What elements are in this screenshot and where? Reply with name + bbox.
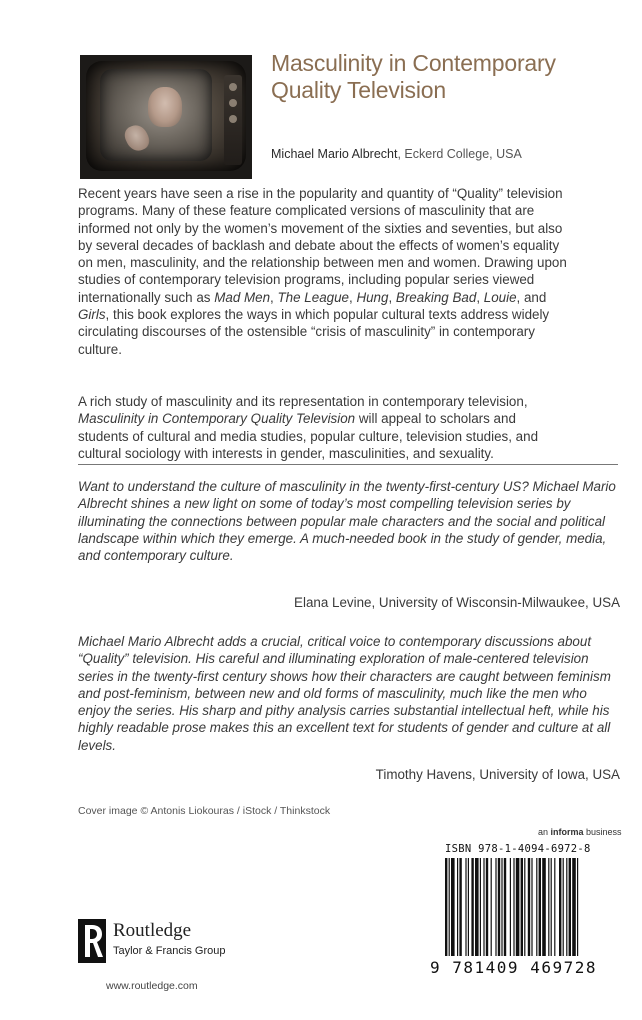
tv-knobs [224, 75, 242, 165]
isbn-label: ISBN 978-1-4094-6972-8 [445, 843, 591, 855]
tv-screen [100, 69, 212, 161]
show-title: Louie [483, 289, 517, 305]
review-attribution-2: Timothy Havens, University of Iowa, USA [375, 767, 620, 782]
show-title: Girls [78, 307, 106, 323]
routledge-logo-icon [78, 919, 106, 963]
divider [78, 464, 618, 465]
review-quote-2: Michael Mario Albrecht adds a crucial, critical voice to contemporary discussions about “Quality” television. His careful and illuminating exploration of male-centered television series in the twenty-first century shows how their characters are caught between feminism and post-feminism, between new and old forms of masculinity, much like the men who enjoy the series. His sharp and pithy analysis carries substantial intellectual heft, while his highly readable prose makes this an excellent text for students of gender and culture at all levels. [78, 634, 611, 753]
cover-image-credit: Cover image © Antonis Liokouras / iStock / Thinkstock [78, 805, 331, 817]
book-title: Masculinity in Contemporary Quality Television [271, 50, 556, 103]
description-paragraph-2 [78, 393, 570, 462]
description-text: will appeal to scholars and students of cultural and media studies, popular culture, television studies, and cultural sociology with interests in gender, masculinities, and sexuality. [78, 411, 539, 461]
tv-face-figure [148, 87, 182, 127]
author-name: Michael Mario Albrecht [271, 147, 398, 161]
informa-business-tag: an informa business [538, 827, 622, 837]
review-attribution-1: Elana Levine, University of Wisconsin-Milwaukee, USA [294, 595, 620, 610]
publisher-name: Routledge [113, 920, 192, 941]
show-title: The League [277, 289, 349, 305]
description-paragraph-1: Recent years have seen a rise in the popularity and quantity of “Quality” television programs. Many of these feature complicated versions of masculinity that are informed not only by the women’s movement of the sixties and seventies, but also by several decades of backlash and debate about the effects of women’s equality on men, masculinity, and the relationship between men and women. Drawing upon studies of contemporary television programs, including popular series viewed internationally such as Mad Men, The League, Hung, Breaking Bad, Louie, and Girls, this book explores the ways in which popular cultural texts address widely circulating discourses of the ostensible “crisis of masculinity” in contemporary culture. [78, 186, 567, 357]
informa-brand: informa [550, 827, 584, 837]
tv-hand-figure [122, 122, 153, 155]
review-quote-1: Want to understand the culture of masculinity in the twenty-first-century US? Michael Mario Albrecht shines a new light on some of today’s most compelling television series by illuminating the connections between popular male characters and the social and political landscape within which they emerge. A much-needed book in the study of gender, media, and contemporary culture. [78, 479, 616, 564]
barcode-icon [445, 858, 615, 956]
author-affiliation: , Eckerd College, USA [397, 147, 522, 161]
cover-image-tv [80, 55, 252, 179]
description-text: , this book explores the ways in which popular cultural texts address widely circulating discourses of the ostensible “crisis of masculinity” in contemporary culture. [78, 307, 550, 357]
show-title: Mad Men [214, 289, 271, 305]
book-title-inline: Masculinity in Contemporary Quality Television [78, 411, 356, 427]
show-title: Hung [356, 289, 389, 305]
publisher-website: www.routledge.com [106, 980, 198, 992]
description-text: Recent years have seen a rise in the popularity and quantity of “Quality” television programs. Many of these feature complicated versions of masculinity that are informed not only by the women’s movement of the sixties and seventies, but also by several decades of backlash and debate about the effects of women’s equality on men, masculinity, and the relationship between men and women. Drawing upon studies of contemporary television programs, including popular series viewed internationally such as [78, 186, 567, 305]
description-text: A rich study of masculinity and its representation in contemporary television, [78, 394, 528, 409]
ean-number: 9 781409 469728 [430, 958, 597, 977]
author-line [271, 147, 522, 161]
publisher-group: Taylor & Francis Group [113, 945, 226, 957]
show-title: Breaking Bad [395, 289, 477, 305]
